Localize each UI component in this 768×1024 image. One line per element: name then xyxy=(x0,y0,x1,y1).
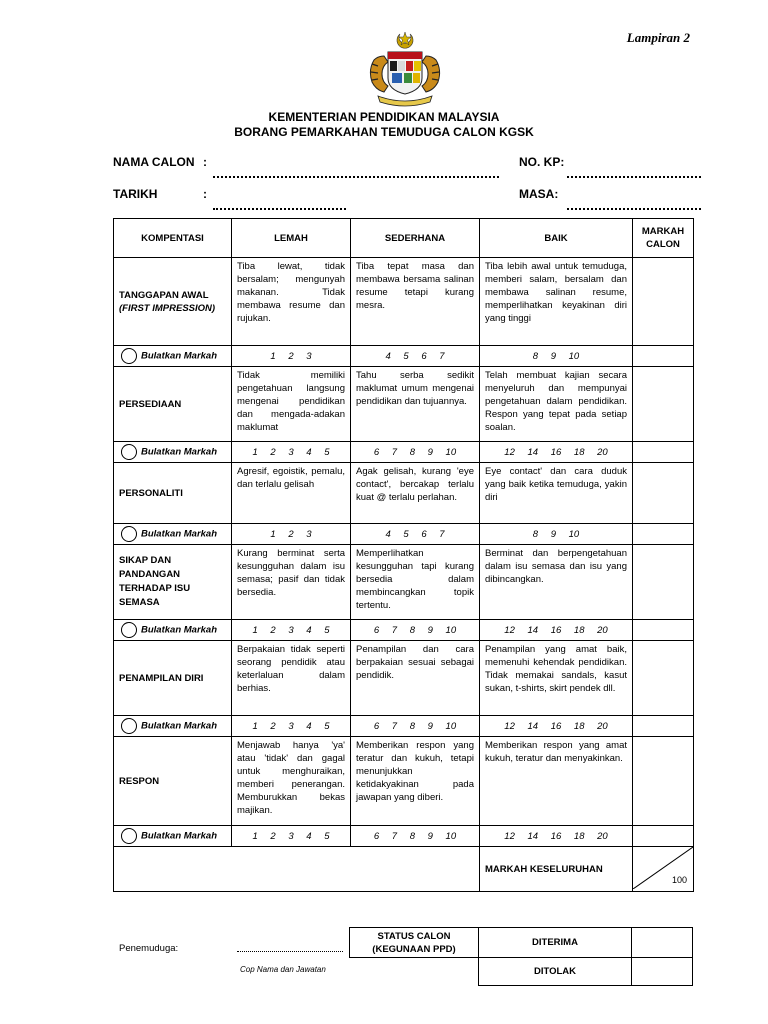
markah-cell[interactable] xyxy=(633,346,694,367)
sederhana-scores[interactable]: 6 7 8 9 10 xyxy=(351,826,480,847)
table-header-row xyxy=(114,219,694,258)
sederhana-desc: Tiba tepat masa dan membawa bersama salinan resume tetapi kurang mesra. xyxy=(351,258,480,346)
bulatkan-markah-label: Bulatkan Markah xyxy=(114,346,232,367)
markah-cell[interactable] xyxy=(633,826,694,847)
masa-label: MASA: xyxy=(519,187,559,201)
criterion-row xyxy=(114,463,694,524)
circle-icon xyxy=(121,828,137,844)
col-lemah: LEMAH xyxy=(232,219,351,258)
score-row xyxy=(114,442,694,463)
markah-cell[interactable] xyxy=(633,463,694,524)
masa-field[interactable] xyxy=(567,208,701,210)
diterima-label: DITERIMA xyxy=(479,928,632,958)
baik-desc: Penampilan yang amat baik, memenuhi kehendak pendidikan. Tidak memakai sandals, kasut sukan, t-shirts, skirt pendek dll. xyxy=(480,641,633,716)
cop-label: Cop Nama dan Jawatan xyxy=(240,965,326,974)
baik-scores[interactable]: 12 14 16 18 20 xyxy=(480,442,633,463)
markah-cell[interactable] xyxy=(633,641,694,716)
scoring-table xyxy=(113,218,694,892)
criterion-row xyxy=(114,258,694,346)
markah-cell[interactable] xyxy=(633,524,694,545)
score-row xyxy=(114,716,694,737)
score-row xyxy=(114,524,694,545)
lemah-scores[interactable]: 1 2 3 4 5 xyxy=(232,826,351,847)
baik-desc: Memberikan respon yang amat kukuh, teratur dan menyakinkan. xyxy=(480,737,633,826)
ditolak-label: DITOLAK xyxy=(479,958,632,986)
tarikh-label: TARIKH xyxy=(113,187,158,201)
markah-cell[interactable] xyxy=(633,367,694,442)
circle-icon xyxy=(121,444,137,460)
no-kp-field[interactable] xyxy=(567,176,701,178)
markah-cell[interactable] xyxy=(633,442,694,463)
bulatkan-markah-label: Bulatkan Markah xyxy=(114,716,232,737)
penemuduga-label: Penemuduga: xyxy=(119,943,179,954)
criterion-row xyxy=(114,737,694,826)
baik-desc: Berminat dan berpengetahuan dalam isu semasa dan isu yang dibincangkan. xyxy=(480,545,633,620)
lemah-desc: Tiba lewat, tidak bersalam; mengunyah makanan. Tidak membawa resume dan rujukan. xyxy=(232,258,351,346)
sederhana-desc: Memberikan respon yang teratur dan kukuh, tetapi menunjukkan ketidakyakinan pada jawapan yang diberi. xyxy=(351,737,480,826)
lampiran-label: Lampiran 2 xyxy=(626,30,690,45)
tarikh-colon: : xyxy=(203,187,207,201)
criterion-row xyxy=(114,641,694,716)
malaysia-coat-of-arms-icon xyxy=(356,30,454,110)
no-kp-label: NO. KP: xyxy=(519,155,565,169)
bulatkan-markah-label: Bulatkan Markah xyxy=(114,524,232,545)
total-blank xyxy=(114,847,480,892)
markah-cell[interactable] xyxy=(633,258,694,346)
markah-cell[interactable] xyxy=(633,620,694,641)
score-row xyxy=(114,620,694,641)
col-baik: BAIK xyxy=(480,219,633,258)
circle-icon xyxy=(121,622,137,638)
lemah-desc: Tidak memiliki pengetahuan langsung mengenai pendidikan dan mengada-adakan maklumat xyxy=(232,367,351,442)
nama-calon-field[interactable] xyxy=(213,176,499,178)
penemuduga-field[interactable] xyxy=(237,951,343,952)
sederhana-scores[interactable]: 6 7 8 9 10 xyxy=(351,620,480,641)
circle-icon xyxy=(121,718,137,734)
sederhana-desc: Tahu serba sedikit maklumat umum mengenai pendidikan dan tujuannya. xyxy=(351,367,480,442)
criterion-subtitle: (FIRST IMPRESSION) xyxy=(119,302,216,314)
baik-scores[interactable]: 8 9 10 xyxy=(480,524,633,545)
nama-calon-colon: : xyxy=(203,155,207,169)
markah-cell[interactable] xyxy=(633,716,694,737)
score-row xyxy=(114,826,694,847)
lemah-desc: Menjawab hanya 'ya' atau 'tidak' dan gagal untuk menghuraikan, memberi penerangan. Memburukkan bekas majikan. xyxy=(232,737,351,826)
baik-desc: Eye contact' dan cara duduk yang baik ketika temuduga, yakin diri xyxy=(480,463,633,524)
sederhana-desc: Penampilan dan cara berpakaian sesuai sebagai pendidik. xyxy=(351,641,480,716)
sederhana-desc: Agak gelisah, kurang 'eye contact', bercakap terlalu kuat @ terlalu perlahan. xyxy=(351,463,480,524)
col-sederhana: SEDERHANA xyxy=(351,219,480,258)
lemah-desc: Agresif, egoistik, pemalu, dan terlalu gelisah xyxy=(232,463,351,524)
criterion-row xyxy=(114,367,694,442)
circle-icon xyxy=(121,526,137,542)
markah-cell[interactable] xyxy=(633,545,694,620)
sederhana-scores[interactable]: 4 5 6 7 xyxy=(351,524,480,545)
criterion-name: RESPON xyxy=(114,737,232,826)
criterion-name: PENAMPILAN DIRI xyxy=(114,641,232,716)
baik-scores[interactable]: 12 14 16 18 20 xyxy=(480,826,633,847)
criterion-title: TANGGAPAN AWAL xyxy=(119,289,209,301)
bulatkan-markah-label: Bulatkan Markah xyxy=(114,826,232,847)
lemah-scores[interactable]: 1 2 3 xyxy=(232,346,351,367)
sederhana-scores[interactable]: 4 5 6 7 xyxy=(351,346,480,367)
col-markah-calon: MARKAH CALON xyxy=(633,219,694,258)
status-spacer xyxy=(350,958,479,986)
form-title: BORANG PEMARKAHAN TEMUDUGA CALON KGSK xyxy=(234,125,534,139)
nama-calon-label: NAMA CALON xyxy=(113,155,195,169)
total-score-cell[interactable] xyxy=(633,847,694,892)
baik-desc: Telah membuat kajian secara menyeluruh dan mempunyai pengetahuan dalam pendidikan. Respon yang tepat pada setiap soalan. xyxy=(480,367,633,442)
lemah-scores[interactable]: 1 2 3 4 5 xyxy=(232,716,351,737)
criterion-name: SIKAP DAN PANDANGAN TERHADAP ISU SEMASA xyxy=(114,545,232,620)
criterion-name xyxy=(114,258,232,346)
baik-scores[interactable]: 12 14 16 18 20 xyxy=(480,620,633,641)
criterion-name: PERSEDIAAN xyxy=(114,367,232,442)
bulatkan-markah-label: Bulatkan Markah xyxy=(114,620,232,641)
lemah-desc: Berpakaian tidak seperti seorang pendidik atau keterlaluan dalam berhias. xyxy=(232,641,351,716)
lemah-scores[interactable]: 1 2 3 4 5 xyxy=(232,442,351,463)
sederhana-scores[interactable]: 6 7 8 9 10 xyxy=(351,442,480,463)
criterion-name: PERSONALITI xyxy=(114,463,232,524)
diterima-box[interactable] xyxy=(632,928,693,958)
score-row xyxy=(114,346,694,367)
sederhana-scores[interactable]: 6 7 8 9 10 xyxy=(351,716,480,737)
markah-cell[interactable] xyxy=(633,737,694,826)
lemah-desc: Kurang berminat serta kesungguhan dalam isu semasa; pasif dan tidak bersedia. xyxy=(232,545,351,620)
markah-keseluruhan-label: MARKAH KESELURUHAN xyxy=(480,847,633,892)
baik-scores[interactable]: 8 9 10 xyxy=(480,346,633,367)
bulatkan-markah-label: Bulatkan Markah xyxy=(114,442,232,463)
total-row xyxy=(114,847,694,892)
ditolak-box[interactable] xyxy=(632,958,693,986)
criterion-row xyxy=(114,545,694,620)
circle-icon xyxy=(121,348,137,364)
ministry-title: KEMENTERIAN PENDIDIKAN MALAYSIA xyxy=(268,110,500,124)
status-table xyxy=(349,927,693,986)
total-max: 100 xyxy=(671,875,687,885)
sederhana-desc: Memperlihatkan kesungguhan tapi kurang bersedia dalam membincangkan topik tertentu. xyxy=(351,545,480,620)
lemah-scores[interactable]: 1 2 3 xyxy=(232,524,351,545)
status-calon-label: STATUS CALON (KEGUNAAN PPD) xyxy=(350,928,479,958)
baik-desc: Tiba lebih awal untuk temuduga, memberi salam, bersalam dan membawa salinan resume, memperlihatkan keyakinan diri yang tinggi xyxy=(480,258,633,346)
tarikh-field[interactable] xyxy=(213,208,346,210)
baik-scores[interactable]: 12 14 16 18 20 xyxy=(480,716,633,737)
col-kompentasi: KOMPENTASI xyxy=(114,219,232,258)
lemah-scores[interactable]: 1 2 3 4 5 xyxy=(232,620,351,641)
